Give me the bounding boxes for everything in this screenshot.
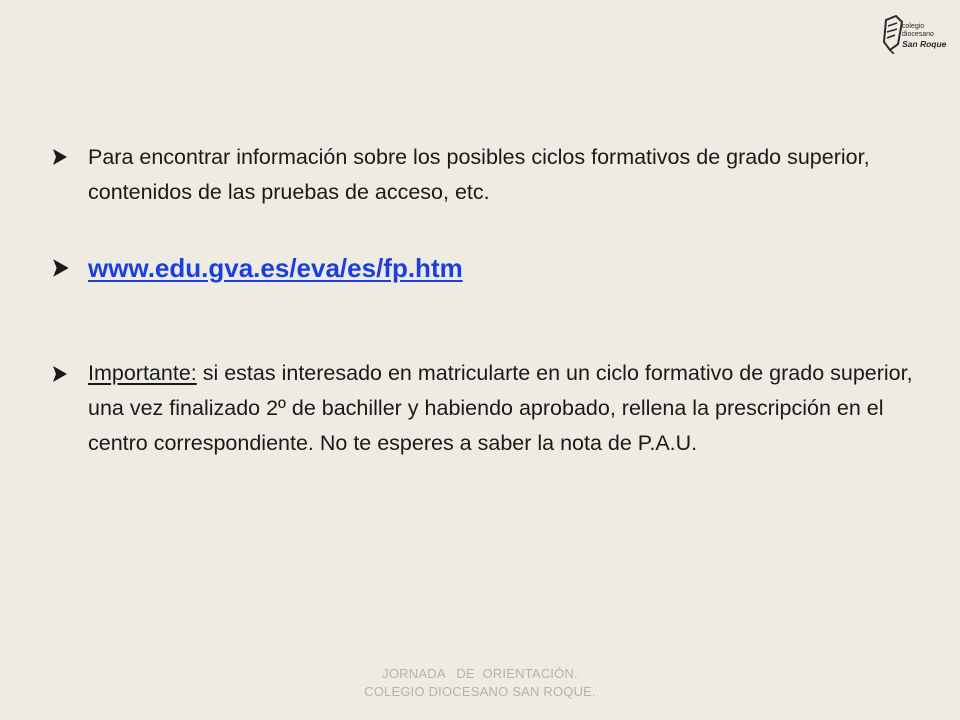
footer-line2: COLEGIO DIOCESANO SAN ROQUE. — [364, 684, 596, 699]
important-paragraph — [88, 356, 918, 461]
arrow-bullet-icon — [50, 147, 72, 169]
logo-text-line3: San Roque — [902, 39, 947, 49]
fp-website-link[interactable]: www.edu.gva.es/eva/es/fp.htm — [88, 253, 463, 283]
arrow-bullet-icon — [50, 257, 72, 279]
arrow-bullet-icon — [50, 364, 72, 386]
logo-text-line1: colegio — [902, 23, 925, 30]
important-label: Importante: — [88, 361, 197, 385]
important-text: si estas interesado en matricularte en un ciclo formativo de grado superior, una vez finalizado 2º de bachiller y habiendo aprobado, rellena la prescripción en el centro correspondiente. No te esperes a saber la nota de P.A.U. — [88, 361, 913, 455]
logo-text-line2: diocesano — [902, 31, 934, 38]
school-logo — [880, 14, 952, 64]
footer-line1: JORNADA DE ORIENTACIÓN. — [382, 666, 578, 681]
info-paragraph: Para encontrar información sobre los posibles ciclos formativos de grado superior, contenidos de las pruebas de acceso, etc. — [88, 145, 870, 204]
